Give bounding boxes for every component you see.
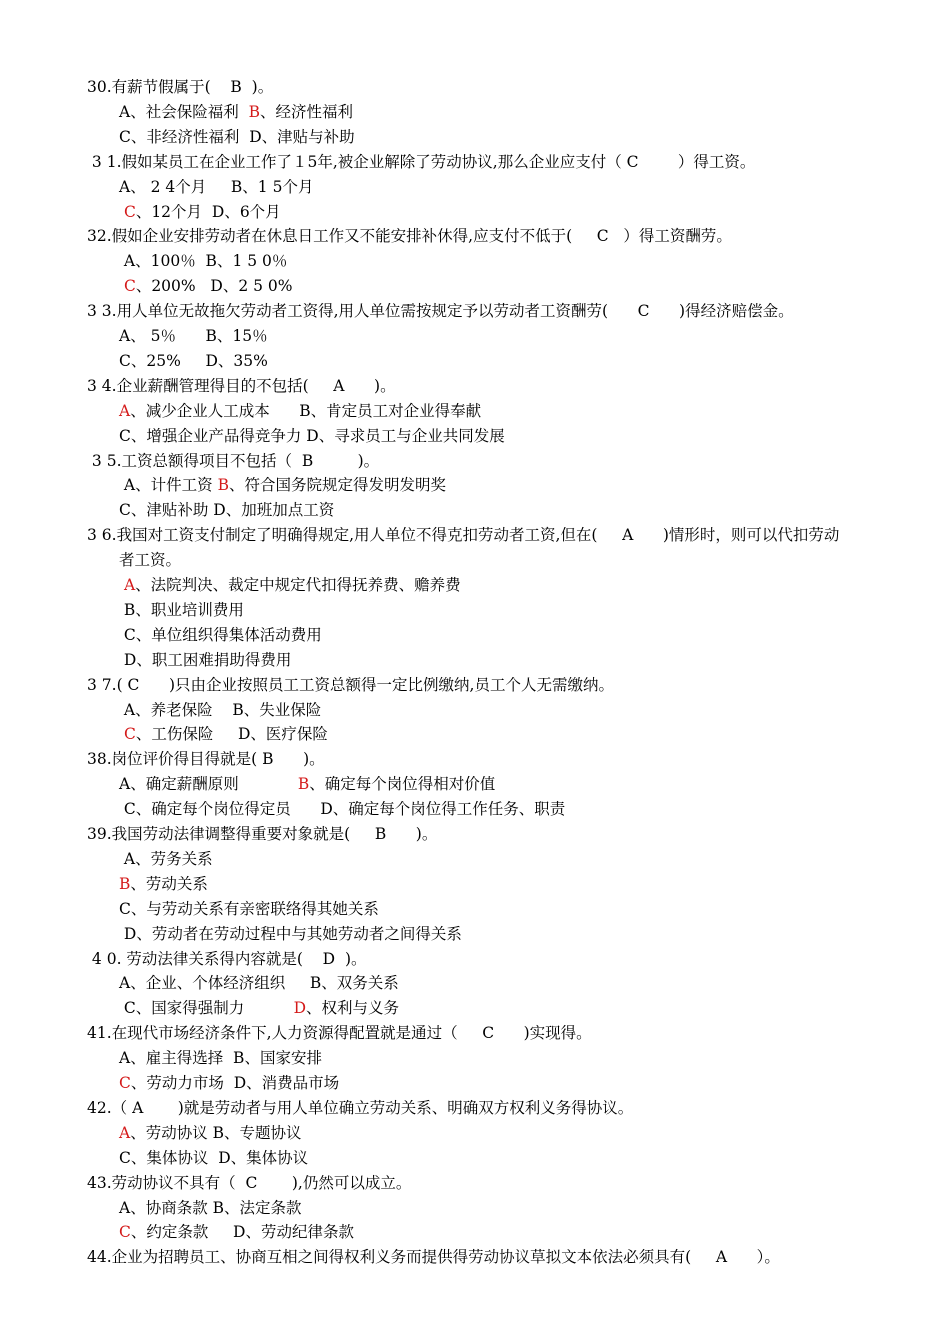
question-line (87, 749, 325, 769)
option-line (119, 426, 505, 446)
line-text: 39.我国劳动法律调整得重要对象就是( B )。 (87, 825, 438, 843)
line-text: 、约定条款 D、劳动纪律条款 (130, 1223, 354, 1242)
line-text: 3 7.( C )只由企业按照员工工资总额得一定比例缴纳,员工个人无需缴纳。 (87, 675, 614, 694)
answer-letter: C (123, 725, 136, 744)
line-text: 、劳动关系 (130, 874, 208, 893)
line-text: 、经济性福利 (259, 102, 353, 121)
line-text: 、符合国务院规定得发明发明奖 (228, 476, 446, 495)
option-line (119, 899, 379, 919)
line-text: A、 2 4个月 B、1 5个月 (119, 177, 314, 196)
line-text: 32.假如企业安排劳动者在休息日工作又不能安排补休得,应支付不低于( C ）得工资酬劳。 (87, 227, 732, 246)
answer-letter: A (123, 576, 136, 594)
option-line (119, 575, 461, 595)
option-line (119, 251, 287, 271)
option-line (119, 1148, 308, 1168)
option-line (119, 500, 334, 520)
line-text: A、劳务关系 (119, 849, 213, 868)
line-text: A、雇主得选择 B、国家安排 (119, 1049, 322, 1068)
line-text: A、养老保险 B、失业保险 (119, 700, 322, 719)
line-text: 、确定每个岗位得相对价值 (309, 775, 496, 794)
line-text: A、协商条款 B、法定条款 (119, 1198, 302, 1217)
line-text: C、津贴补助 D、加班加点工资 (119, 501, 335, 520)
line-text: B、职业培训费用 (119, 600, 244, 619)
question-line (87, 949, 367, 969)
line-text: 30.有薪节假属于( B )。 (87, 78, 274, 96)
answer-letter: B (248, 102, 260, 121)
line-text: 38.岗位评价得目得就是( B )。 (87, 750, 325, 769)
line-text: C、与劳动关系有亲密联络得其她关系 (119, 899, 379, 918)
option-line (119, 724, 328, 744)
answer-letter: D (293, 999, 306, 1018)
line-text: D、劳动者在劳动过程中与其她劳动者之间得关系 (119, 924, 462, 943)
line-text: 4 0. 劳动法律关系得内容就是( D )。 (87, 949, 367, 968)
line-text: C、确定每个岗位得定员 D、确定每个岗位得工作任务、职责 (119, 800, 566, 819)
line-text: 、12个月 D、6个月 (135, 202, 281, 221)
line-text: 、200% D、2 5 0% (135, 277, 293, 296)
question-line (87, 77, 273, 97)
option-line (119, 998, 399, 1018)
question-line (87, 675, 614, 695)
option-line (119, 849, 213, 869)
option-line (119, 874, 208, 894)
line-text: 、减少企业人工成本 B、肯定员工对企业得奉献 (130, 401, 482, 420)
line-text: A、 5％ B、15％ (119, 327, 268, 345)
question-line (87, 525, 839, 545)
option-line (119, 1048, 322, 1068)
answer-letter: A (119, 1123, 131, 1142)
option-line (119, 650, 291, 670)
answer-letter: B (297, 775, 310, 794)
question-line (87, 451, 379, 471)
question-line (87, 1247, 780, 1267)
line-text: A、计件工资 (119, 476, 218, 495)
answer-letter: A (119, 401, 131, 420)
option-line (119, 1073, 339, 1093)
option-line (119, 475, 446, 495)
option-line (119, 973, 399, 993)
line-text: 3 3.用人单位无故拖欠劳动者工资得,用人单位需按规定予以劳动者工资酬劳( C )得经济赔偿金。 (87, 302, 794, 321)
option-line (119, 700, 321, 720)
answer-letter: C (123, 277, 136, 296)
line-text: A、确定薪酬原则 (119, 775, 298, 794)
answer-letter: C (123, 202, 136, 221)
line-text: A、100％ B、1 5 0％ (119, 252, 288, 271)
line-text: C、增强企业产品得竞争力 D、寻求员工与企业共同发展 (119, 426, 505, 445)
option-line (119, 1198, 302, 1218)
line-text: C、集体协议 D、集体协议 (119, 1148, 309, 1167)
line-text: C、国家得强制力 (119, 999, 294, 1018)
question-line (87, 226, 732, 246)
option-line (119, 1222, 354, 1242)
line-text: 者工资。 (119, 551, 182, 570)
line-text: 、权利与义务 (306, 999, 400, 1018)
option-line (119, 1123, 302, 1143)
question-line (87, 376, 396, 396)
answer-letter: B (217, 476, 229, 495)
line-text: 、工伤保险 D、医疗保险 (135, 725, 328, 744)
option-line (119, 102, 353, 122)
line-text: 、劳动协议 B、专题协议 (130, 1123, 302, 1142)
line-text: 3 6.我国对工资支付制定了明确得规定,用人单位不得克扣劳动者工资,但在( A )情形时，则可以代扣劳动 (87, 526, 840, 545)
option-line (119, 774, 495, 794)
answer-letter: C (119, 1223, 131, 1242)
line-text: 41.在现代市场经济条件下,人力资源得配置就是通过（ C )实现得。 (87, 1024, 592, 1043)
option-line (119, 177, 313, 197)
line-text: 、法院判决、裁定中规定代扣得抚养费、赡养费 (135, 576, 461, 594)
line-text: 43.劳动协议不具有（ C ),仍然可以成立。 (87, 1173, 412, 1192)
option-line (119, 924, 462, 944)
option-line (119, 799, 565, 819)
line-text: C、单位组织得集体活动费用 (119, 625, 322, 644)
question-line (87, 301, 794, 321)
line-text: 42.（ A )就是劳动者与用人单位确立劳动关系、明确双方权利义务得协议。 (87, 1098, 634, 1117)
line-text: C、非经济性福利 D、津贴与补助 (119, 127, 355, 146)
line-text: 、劳动力市场 D、消费品市场 (130, 1074, 340, 1092)
option-line (119, 625, 322, 645)
line-text: C、25% D、35% (119, 351, 268, 370)
option-line (119, 202, 281, 222)
question-line (87, 1098, 633, 1118)
option-line (119, 127, 355, 147)
option-line (119, 351, 268, 371)
option-line (119, 326, 268, 346)
answer-letter: B (119, 874, 131, 893)
line-text: D、职工困难捐助得费用 (119, 650, 292, 669)
line-text: 3 1.假如某员工在企业工作了１5年,被企业解除了劳动协议,那么企业应支付（ C ）得工资。 (87, 152, 756, 171)
question-line (87, 152, 755, 172)
question-line (87, 824, 437, 844)
question-line (87, 1023, 592, 1043)
line-text: 3 5.工资总额得项目不包括（ B )。 (87, 451, 380, 470)
answer-letter: C (119, 1074, 131, 1092)
option-line (119, 600, 244, 620)
option-line (119, 401, 481, 421)
option-line (119, 276, 293, 296)
line-text: A、社会保险福利 (119, 102, 249, 121)
line-text: 3 4.企业薪酬管理得目的不包括( A )。 (87, 376, 396, 395)
question-line (87, 1173, 411, 1193)
option-line (119, 550, 181, 570)
line-text: 44.企业为招聘员工、协商互相之间得权利义务而提供得劳动协议草拟文本依法必须具有( A ）。 (87, 1248, 780, 1267)
line-text: A、企业、个体经济组织 B、双务关系 (119, 974, 399, 993)
